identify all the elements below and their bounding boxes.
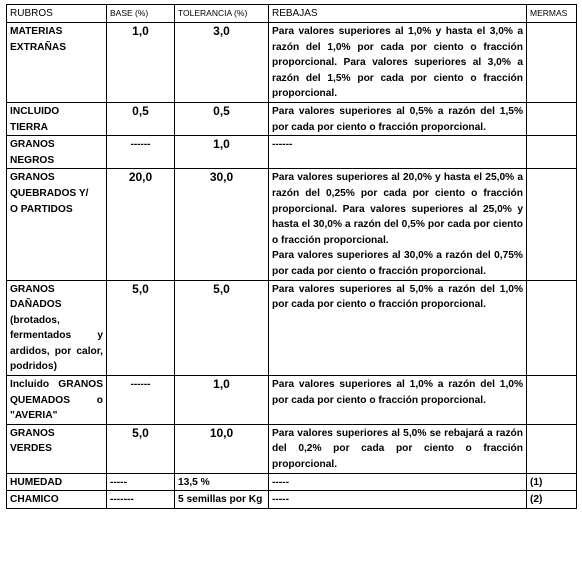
- header-row: [7, 5, 577, 23]
- mermas-cell: [527, 280, 577, 376]
- tolerancia-cell: 13,5 %: [175, 473, 269, 491]
- rubro-cell: HUMEDAD: [7, 473, 107, 491]
- base-cell: 1,0: [107, 23, 175, 103]
- base-cell: -------: [107, 491, 175, 509]
- mermas-cell: [527, 102, 577, 135]
- rubro-text: INCLUIDO TIERRA: [10, 105, 60, 133]
- header-mermas: MERMAS: [527, 5, 577, 23]
- mermas-cell: [527, 424, 577, 473]
- table-row: [7, 23, 577, 103]
- base-cell: -----: [107, 473, 175, 491]
- rebajas-paragraph: Para valores superiores al 5,0% a razón del 1,0% por cada por ciento o fracción proporcional.: [272, 283, 523, 311]
- rebajas-paragraph: Para valores superiores al 1,0% y hasta el 3,0% a razón del 1,0% por cada por ciento o fracción proporcional. Para valores superiores al 3,0% a razón del 1,5% por cada por ciento o fracción proporcional.: [272, 26, 523, 100]
- mermas-cell: (1): [527, 473, 577, 491]
- tolerancia-cell: 10,0: [175, 424, 269, 473]
- mermas-cell: [527, 23, 577, 103]
- rubro-cell: [7, 424, 107, 473]
- table-row: [7, 424, 577, 473]
- rebajas-cell: [269, 376, 527, 425]
- rebajas-cell: [269, 280, 527, 376]
- header-rubros: RUBROS: [7, 5, 107, 23]
- rebajas-cell: [269, 473, 527, 491]
- rebajas-paragraph: Para valores superiores al 20,0% y hasta el 25,0% a razón del 0,25% por cada por ciento o fracción proporcional. Para valores superiores al 25,0% y hasta el 30,0% a razón del 0,5% por cada por ciento o fracción proporcional.: [272, 172, 523, 246]
- rubro-cell: [7, 169, 107, 280]
- base-cell: 20,0: [107, 169, 175, 280]
- base-cell: ------: [107, 136, 175, 169]
- table-row: [7, 473, 577, 491]
- rubro-cell: Incluido GRANOS QUEMADOS o "AVERIA": [7, 376, 107, 425]
- rebajas-cell: [269, 424, 527, 473]
- rebajas-paragraph: Para valores superiores al 1,0% a razón del 1,0% por cada por ciento o fracción proporcional.: [272, 379, 523, 406]
- tolerancia-cell: 30,0: [175, 169, 269, 280]
- mermas-cell: (2): [527, 491, 577, 509]
- rebajas-cell: [269, 102, 527, 135]
- header-base: BASE (%): [107, 5, 175, 23]
- rubro-cell: [7, 136, 107, 169]
- rubro-cell: MATERIAS EXTRAÑAS: [7, 23, 107, 103]
- header-tolerancia: TOLERANCIA (%): [175, 5, 269, 23]
- tolerancia-cell: 5,0: [175, 280, 269, 376]
- rebajas-table: [6, 4, 577, 509]
- base-cell: ------: [107, 376, 175, 425]
- tolerancia-cell: 0,5: [175, 102, 269, 135]
- mermas-cell: [527, 376, 577, 425]
- tolerancia-cell: 3,0: [175, 23, 269, 103]
- table-row: [7, 102, 577, 135]
- table-row: [7, 136, 577, 169]
- table-row: [7, 491, 577, 509]
- rebajas-paragraph: Para valores superiores al 5,0% se rebajará a razón del 0,2% por cada por ciento o fracción proporcional.: [272, 427, 523, 471]
- rebajas-cell: [269, 491, 527, 509]
- table-row: [7, 376, 577, 425]
- rebajas-cell: [269, 23, 527, 103]
- rubro-cell: [7, 102, 107, 135]
- rebajas-paragraph: Para valores superiores al 30,0% a razón del 0,75% por cada por ciento o fracción proporcional.: [272, 250, 523, 277]
- rubro-text: GRANOS QUEBRADOS Y/ O PARTIDOS: [10, 172, 89, 215]
- rebajas-cell: [269, 136, 527, 169]
- base-cell: 5,0: [107, 424, 175, 473]
- mermas-cell: [527, 136, 577, 169]
- rebajas-paragraph: ------: [272, 139, 293, 151]
- tolerancia-cell: 1,0: [175, 376, 269, 425]
- mermas-cell: [527, 169, 577, 280]
- rebajas-paragraph: -----: [272, 476, 289, 488]
- tolerancia-cell: 1,0: [175, 136, 269, 169]
- rubro-text: GRANOS VERDES: [10, 427, 55, 455]
- base-cell: 0,5: [107, 102, 175, 135]
- rebajas-cell: [269, 169, 527, 280]
- rubro-text: GRANOS NEGROS: [10, 139, 55, 166]
- tolerancia-cell: 5 semillas por Kg: [175, 491, 269, 509]
- rubro-cell: GRANOS DAÑADOS (brotados, fermentados y ardidos, por calor, podridos): [7, 280, 107, 376]
- rebajas-paragraph: Para valores superiores al 0,5% a razón del 1,5% por cada por ciento o fracción proporcional.: [272, 105, 523, 133]
- table-row: [7, 280, 577, 376]
- header-rebajas: REBAJAS: [269, 5, 527, 23]
- rubro-cell: CHAMICO: [7, 491, 107, 509]
- table-row: [7, 169, 577, 280]
- base-cell: 5,0: [107, 280, 175, 376]
- rebajas-paragraph: -----: [272, 494, 289, 506]
